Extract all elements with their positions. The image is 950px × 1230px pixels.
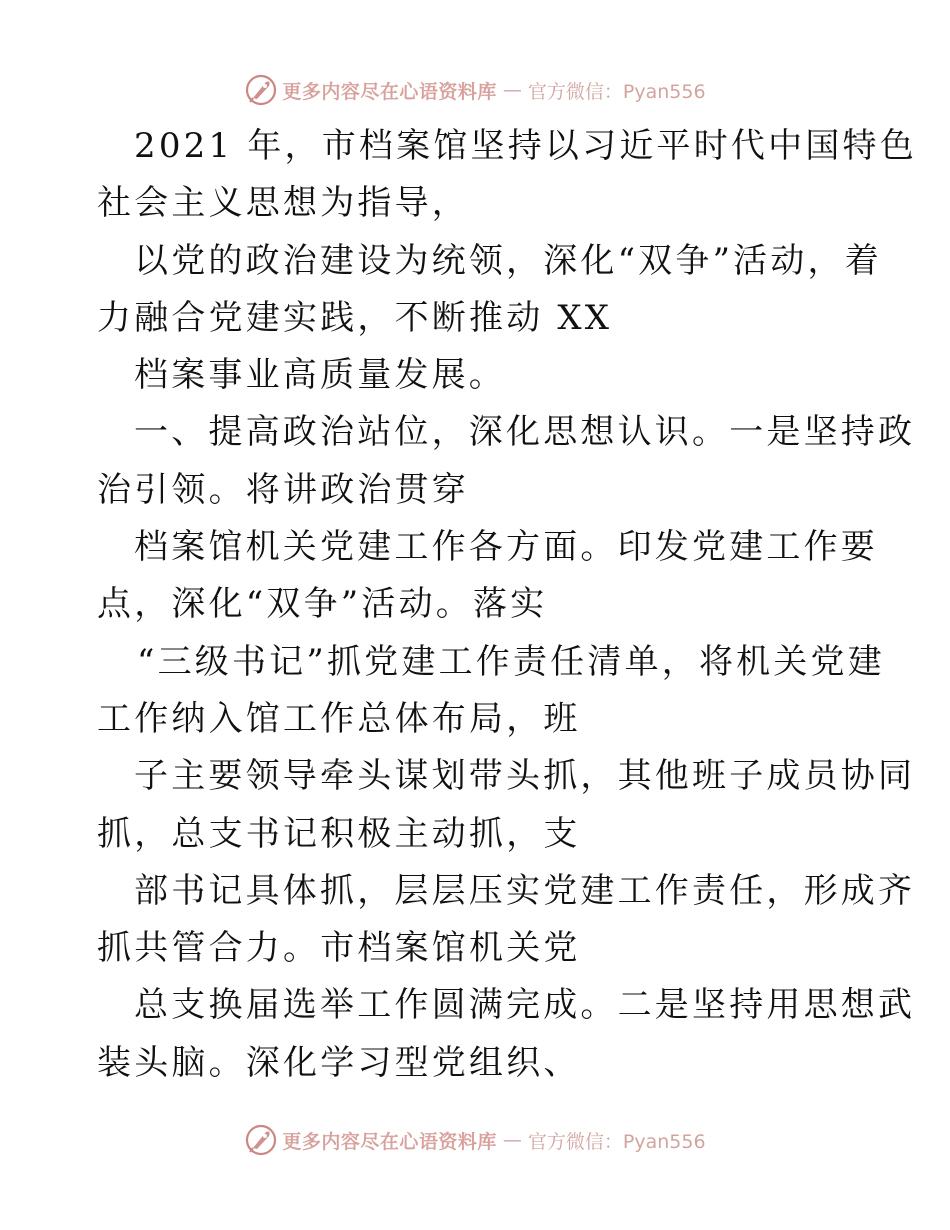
text-line: 力融合党建实践，不断推动 XX <box>97 297 613 338</box>
text-line: 治引领。将讲政治贯穿 <box>97 469 469 510</box>
text-line: 档案馆机关党建工作各方面。印发党建工作要 <box>134 527 878 568</box>
text-line: 2021 年，市档案馆坚持以习近平时代中国特色 <box>134 126 917 166</box>
text-line: 点，深化“双争”活动。落实 <box>97 584 548 625</box>
text-line: 总支换届选举工作圆满完成。二是坚持用思想武 <box>134 985 916 1026</box>
watermark-brand-text: 更多内容尽在心语资料库 <box>282 80 497 103</box>
text-line: 部书记具体抓，层层压实党建工作责任，形成齐 <box>134 870 916 911</box>
feather-pen-logo-icon <box>244 73 278 107</box>
text-line: 装头脑。深化学习型党组织、 <box>97 1042 581 1083</box>
watermark-official-text: 官方微信：Pyan556 <box>527 1130 706 1153</box>
watermark-official-text: 官方微信：Pyan556 <box>527 80 706 103</box>
text-line: 子主要领导牵头谋划带头抓，其他班子成员协同 <box>134 756 916 797</box>
header-watermark <box>0 70 950 110</box>
watermark-group <box>244 73 705 107</box>
watermark-group <box>244 1123 705 1157</box>
watermark-brand-text: 更多内容尽在心语资料库 <box>282 1130 497 1153</box>
footer-watermark <box>0 1120 950 1160</box>
watermark-separator: — <box>502 79 522 101</box>
text-line: 一、提高政治站位，深化思想认识。一是坚持政 <box>134 412 916 453</box>
text-line: “三级书记”抓党建工作责任清单，将机关党建 <box>137 641 885 682</box>
text-line: 抓共管合力。市档案馆机关党 <box>97 928 581 969</box>
text-line: 工作纳入馆工作总体布局，班 <box>97 698 581 739</box>
text-line: 社会主义思想为指导， <box>97 183 469 224</box>
text-line: 以党的政治建设为统领，深化“双争”活动，着 <box>134 240 882 281</box>
watermark-separator: — <box>502 1129 522 1151</box>
document-body <box>97 118 917 1092</box>
text-line: 抓，总支书记积极主动抓，支 <box>97 813 581 854</box>
feather-pen-logo-icon <box>244 1123 278 1157</box>
text-line: 档案事业高质量发展。 <box>134 355 506 396</box>
